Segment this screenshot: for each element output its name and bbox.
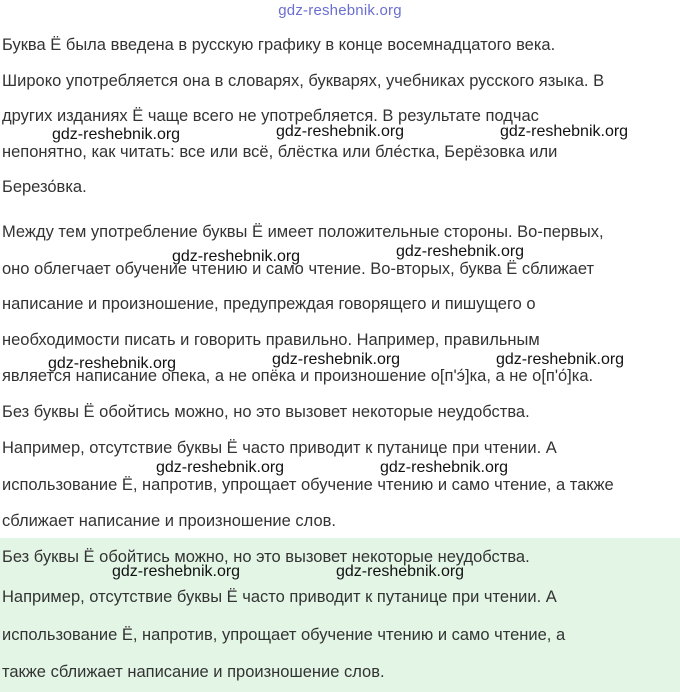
text-line: необходимости писать и говорить правильно. Например, правильным xyxy=(2,331,540,349)
site-watermark-header: gdz-reshebnik.org xyxy=(278,2,402,19)
text-line: Между тем употребление буквы Ё имеет положительные стороны. Во-первых, xyxy=(2,223,604,241)
text-line: непонятно, как читать: все или всё, блёстка или бле́стка, Берёзовка или xyxy=(2,143,558,161)
watermark: gdz-reshebnik.org xyxy=(172,248,301,265)
text-line: Например, отсутствие буквы Ё часто приводит к путанице при чтении. А xyxy=(2,439,557,457)
text-line: написание и произношение, предупреждая говорящего и пишущего о xyxy=(2,295,536,313)
text-line: является написание опека, а не опёка и произношение о[п'э́]ка, а не о[п'о́]ка. xyxy=(2,367,594,385)
watermark: gdz-reshebnik.org xyxy=(156,459,285,476)
text-line: Буква Ё была введена в русскую графику в конце восемнадцатого века. xyxy=(2,36,556,54)
watermark: gdz-reshebnik.org xyxy=(396,243,525,260)
text-line: других изданиях Ё чаще всего не употребляется. В результате подчас xyxy=(2,107,539,125)
answer-line: использование Ё, напротив, упрощает обучение чтению и само чтение, а xyxy=(2,626,566,644)
answer-line: Без буквы Ё обойтись можно, но это вызовет некоторые неудобства. xyxy=(2,548,530,566)
text-line: Березо́вка. xyxy=(2,178,87,196)
watermark: gdz-reshebnik.org xyxy=(500,123,629,140)
watermark: gdz-reshebnik.org xyxy=(336,563,465,580)
watermark: gdz-reshebnik.org xyxy=(112,563,241,580)
watermark: gdz-reshebnik.org xyxy=(48,355,177,372)
watermark: gdz-reshebnik.org xyxy=(496,351,625,368)
text-line: использование Ё, напротив, упрощает обучение чтению и само чтение, а также xyxy=(2,476,614,494)
watermark: gdz-reshebnik.org xyxy=(272,351,401,368)
answer-line: также сближает написание и произношение слов. xyxy=(2,663,385,681)
text-line: Без буквы Ё обойтись можно, но это вызовет некоторые неудобства. xyxy=(2,403,530,421)
watermark: gdz-reshebnik.org xyxy=(52,126,181,143)
answer-line: Например, отсутствие буквы Ё часто приводит к путанице при чтении. А xyxy=(2,588,557,606)
text-line: Широко употребляется она в словарях, букварях, учебниках русского языка. В xyxy=(2,72,605,90)
watermark: gdz-reshebnik.org xyxy=(380,459,509,476)
watermark: gdz-reshebnik.org xyxy=(276,123,405,140)
text-line: оно облегчает обучение чтению и само чтение. Во-вторых, буква Ё сближает xyxy=(2,260,595,278)
text-line: сближает написание и произношение слов. xyxy=(2,512,336,530)
